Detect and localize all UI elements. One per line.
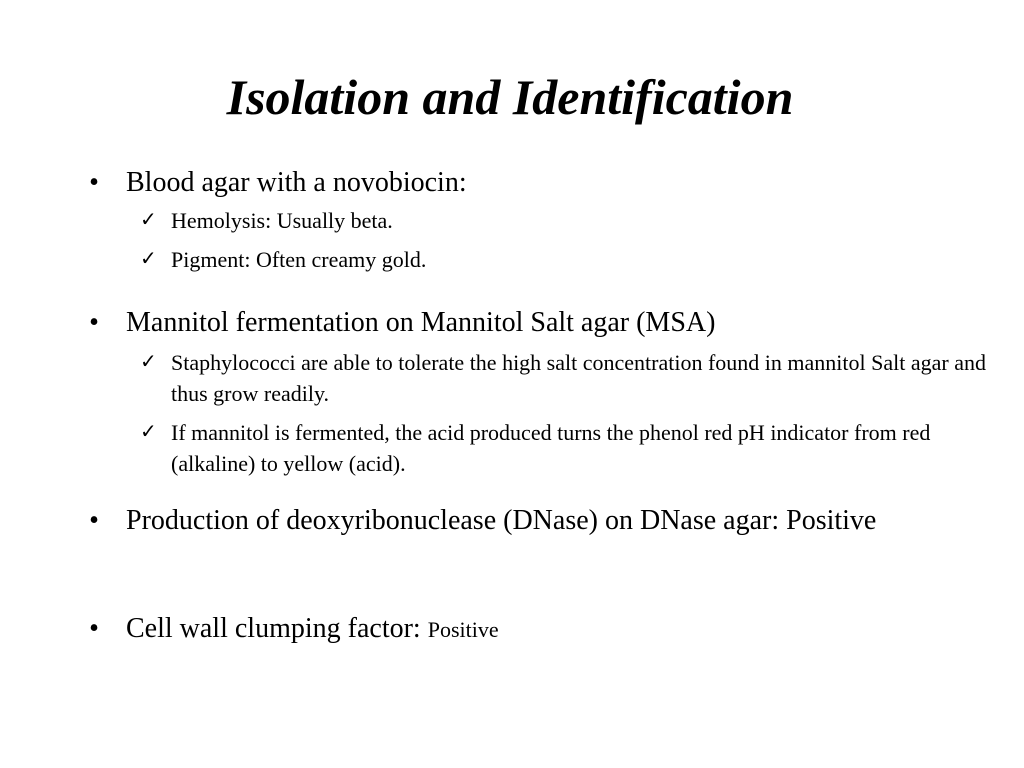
checkmark-icon: ✓ xyxy=(140,421,157,443)
sub-item-phenol-red xyxy=(126,417,991,479)
sub-item-pigment xyxy=(126,244,991,275)
bullet-text: Production of deoxyribonuclease (DNase) on DNase agar: Positive xyxy=(126,505,877,536)
checkmark-icon: ✓ xyxy=(140,209,157,231)
bullet-dot-icon: • xyxy=(89,613,99,644)
bullet-dot-icon: • xyxy=(89,505,99,536)
bullet-suffix: Positive xyxy=(427,617,499,642)
bullet-text: Blood agar with a novobiocin: xyxy=(126,167,467,198)
sub-item-text: Staphylococci are able to tolerate the high salt concentration found in mannitol Salt agar and thus grow readily. xyxy=(171,350,986,406)
bullet-text: Mannitol fermentation on Mannitol Salt agar (MSA) xyxy=(126,307,716,338)
slide-title: Isolation and Identification xyxy=(226,69,794,125)
bullet-item-dnase xyxy=(84,503,984,539)
bullet-text: Cell wall clumping factor: xyxy=(126,613,428,644)
bullet-dot-icon: • xyxy=(89,167,99,198)
sub-item-hemolysis xyxy=(126,205,991,236)
checkmark-icon: ✓ xyxy=(140,351,157,373)
sub-item-text: Hemolysis: Usually beta. xyxy=(171,208,393,233)
checkmark-icon: ✓ xyxy=(140,248,157,270)
bullet-item-clumping-factor xyxy=(84,611,984,648)
sub-item-text: Pigment: Often creamy gold. xyxy=(171,247,427,272)
sub-item-staphylococci xyxy=(126,347,991,409)
bullet-item-mannitol xyxy=(84,305,984,479)
bullet-item-blood-agar xyxy=(84,165,984,275)
sub-item-text: If mannitol is fermented, the acid produced turns the phenol red pH indicator from red (alkaline) to yellow (acid). xyxy=(171,420,931,476)
bullet-dot-icon: • xyxy=(89,307,99,338)
